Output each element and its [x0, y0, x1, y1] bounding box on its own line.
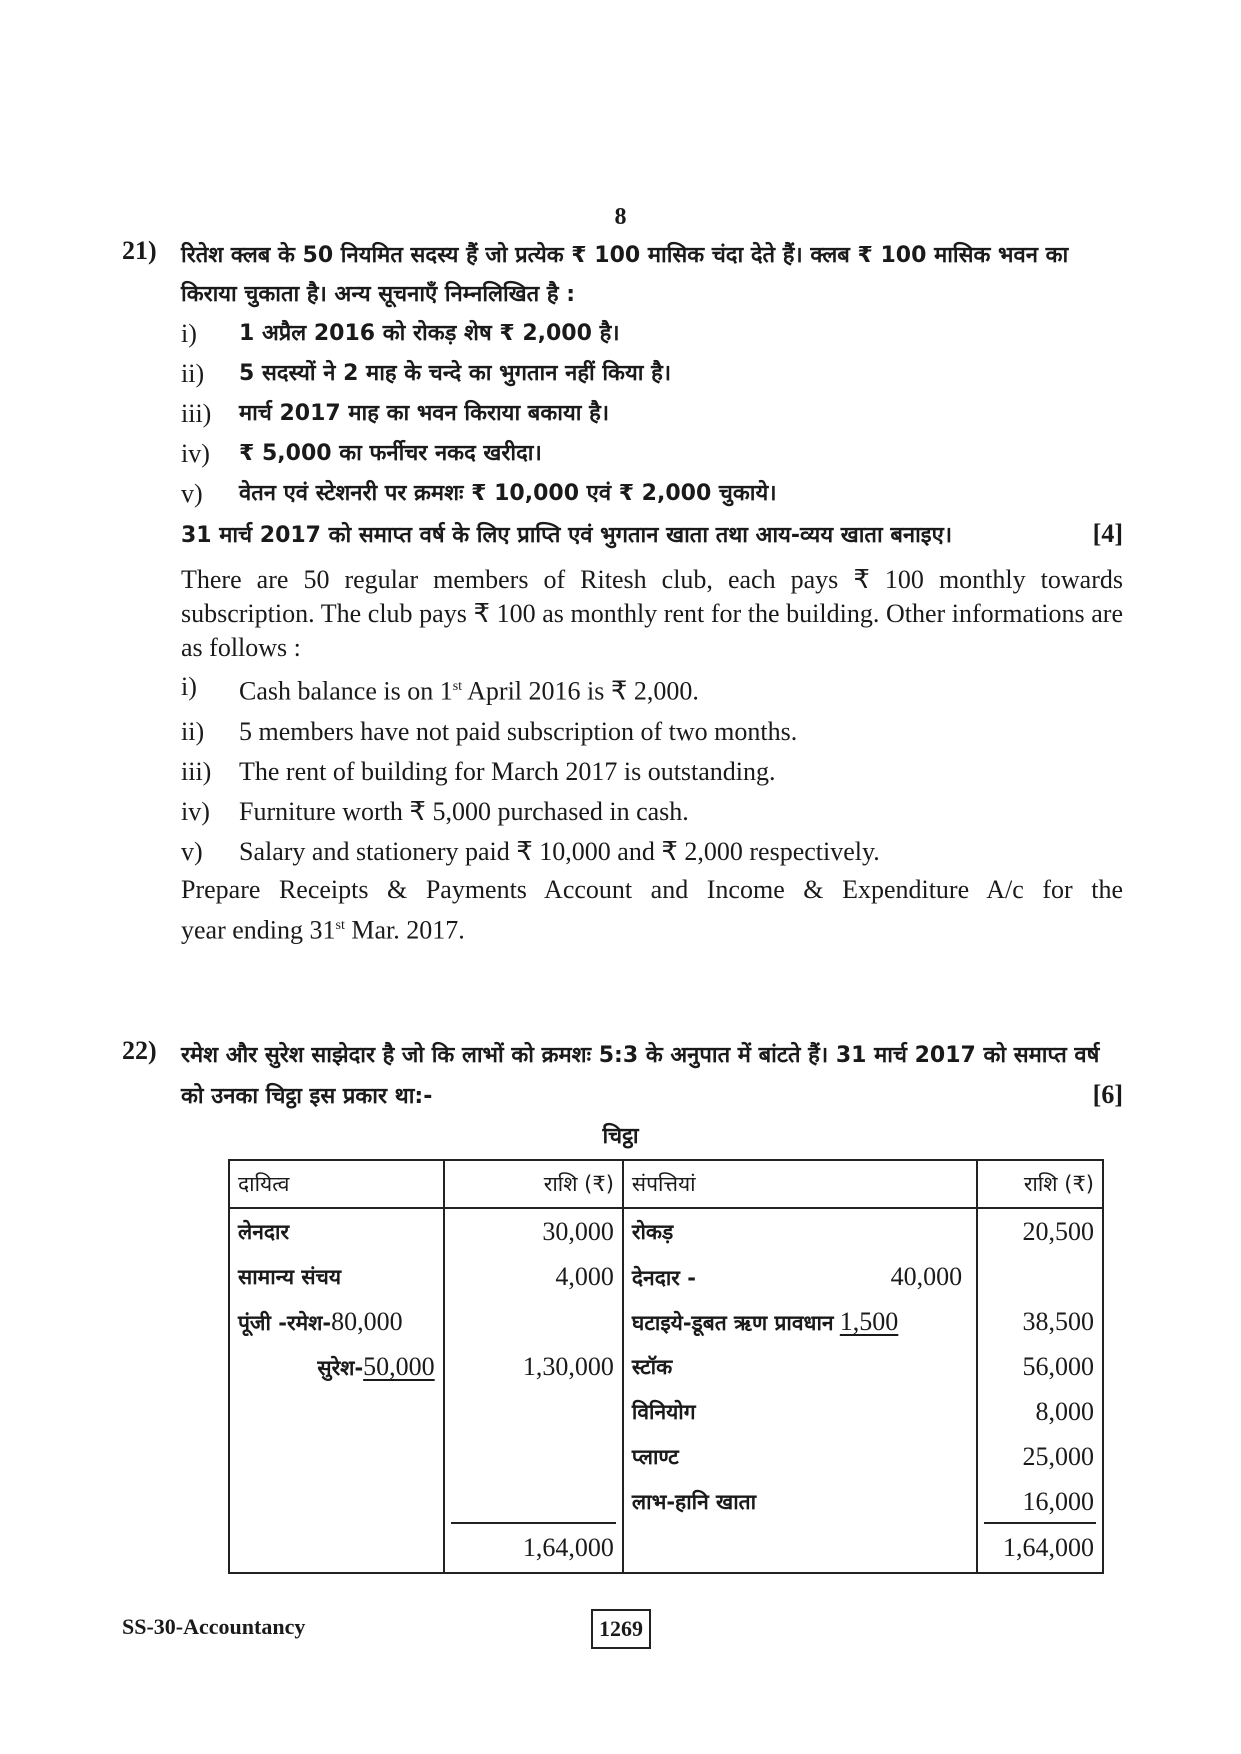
item-number: i)	[181, 319, 197, 348]
balance-sheet-title: चिट्ठा	[602, 1124, 639, 1149]
empty-cell	[229, 1479, 444, 1524]
list-item	[181, 474, 1123, 514]
item-number: i)	[181, 672, 197, 701]
item-text: Salary and stationery paid ₹ 10,000 and ₹ 2,000 respectively.	[239, 836, 880, 866]
liabilities-total	[444, 1524, 623, 1573]
general-reserve-label: सामान्य संचय	[229, 1254, 444, 1299]
liabilities-total-value: 1,64,000	[522, 1533, 614, 1562]
investment-amount: 8,000	[977, 1389, 1103, 1434]
empty-cell	[229, 1524, 444, 1573]
pl-account-amount: 16,000	[977, 1479, 1103, 1524]
provision-amount: 1,500	[839, 1306, 899, 1336]
list-item	[181, 712, 1123, 752]
cash-label: रोकड़	[623, 1208, 977, 1254]
item1-text-post: April 2016 is ₹ 2,000.	[462, 676, 699, 706]
list-item	[181, 314, 1123, 354]
list-item	[181, 667, 1123, 712]
table-row	[229, 1434, 1103, 1479]
investment-label: विनियोग	[623, 1389, 977, 1434]
question-21-english	[181, 563, 1123, 948]
header-amount-assets: राशि (₹)	[977, 1160, 1103, 1208]
empty-cell	[444, 1479, 623, 1524]
capital-ramesh-label: पूंजी -रमेश-	[238, 1310, 332, 1335]
empty-cell	[444, 1299, 623, 1344]
empty-cell	[444, 1434, 623, 1479]
item-text: Furniture worth ₹ 5,000 purchased in cash.	[239, 796, 689, 826]
page-number: 8	[614, 204, 627, 230]
plant-label: प्लाण्ट	[623, 1434, 977, 1479]
assets-total-value: 1,64,000	[1003, 1533, 1094, 1562]
item-text: 5 members have not paid subscription of two months.	[239, 716, 798, 746]
list-item	[181, 434, 1123, 474]
balance-sheet-table	[228, 1159, 1104, 1574]
stock-amount: 56,000	[977, 1344, 1103, 1389]
cash-amount: 20,500	[977, 1208, 1103, 1254]
prepare-line2-post: Mar. 2017.	[344, 915, 465, 945]
item-text: वेतन एवं स्टेशनरी पर क्रमशः ₹ 10,000 एवं ₹ 2,000 चुकाये।	[239, 481, 777, 506]
question-21-number: 21)	[122, 236, 157, 265]
list-item	[181, 354, 1123, 394]
item-number: v)	[181, 479, 203, 508]
item-text	[239, 667, 699, 712]
list-item	[181, 752, 1123, 792]
table-row	[229, 1479, 1103, 1524]
empty-cell	[444, 1389, 623, 1434]
item-text: 5 सदस्यों ने 2 माह के चन्दे का भुगतान नहीं किया है।	[239, 361, 672, 386]
question-21-hindi	[181, 236, 1123, 555]
q21-hindi-instruction-row	[181, 514, 1123, 555]
item-number: iv)	[181, 439, 210, 468]
creditors-amount: 30,000	[444, 1208, 623, 1254]
header-amount-liabilities: राशि (₹)	[444, 1160, 623, 1208]
table-row	[229, 1389, 1103, 1434]
item-text: ₹ 5,000 का फर्नीचर नकद खरीदा।	[239, 441, 542, 466]
q22-line2-row	[181, 1075, 1123, 1116]
q21-hindi-instruction: 31 मार्च 2017 को समाप्त वर्ष के लिए प्राप्ति एवं भुगतान खाता तथा आय-व्यय खाता बनाइए।	[181, 523, 953, 548]
question-22-number: 22)	[122, 1036, 157, 1065]
pl-account-label: लाभ-हानि खाता	[623, 1479, 977, 1524]
net-debtors-amount: 38,500	[977, 1299, 1103, 1344]
table-row	[229, 1208, 1103, 1254]
q22-marks: [6]	[1092, 1080, 1123, 1109]
capital-total-amount: 1,30,000	[444, 1344, 623, 1389]
q21-hindi-list	[181, 314, 1123, 514]
empty-cell	[977, 1254, 1103, 1299]
empty-cell	[229, 1434, 444, 1479]
table-total-row	[229, 1524, 1103, 1573]
footer-page-code: 1269	[591, 1609, 651, 1649]
item-number: iv)	[181, 796, 210, 826]
capital-ramesh-cell	[229, 1299, 444, 1344]
q21-marks: [4]	[1092, 519, 1123, 548]
header-liabilities: दायित्व	[229, 1160, 444, 1208]
capital-suresh-cell	[229, 1344, 444, 1389]
provision-label: घटाइये-डूबत ऋण प्रावधान	[631, 1310, 834, 1335]
footer-subject: SS-30-Accountancy	[122, 1614, 306, 1639]
general-reserve-amount: 4,000	[444, 1254, 623, 1299]
empty-cell	[623, 1524, 977, 1573]
item-number: iii)	[181, 399, 212, 428]
stock-label: स्टॉक	[623, 1344, 977, 1389]
list-item	[181, 832, 1123, 872]
plant-amount: 25,000	[977, 1434, 1103, 1479]
item1-text-pre: Cash balance is on 1	[239, 676, 453, 706]
q21-hindi-intro-line1: रितेश क्लब के 50 नियमित सदस्य हैं जो प्रत्येक ₹ 100 मासिक चंदा देते हैं। क्लब ₹ 100 मासिक भवन का	[181, 243, 1069, 268]
prepare-line2-sup: st	[335, 917, 345, 933]
item-number: ii)	[181, 716, 205, 746]
question-22	[181, 1036, 1123, 1116]
total-rule	[984, 1522, 1096, 1524]
item-text: मार्च 2017 माह का भवन किराया बकाया है।	[239, 401, 610, 426]
assets-total	[977, 1524, 1103, 1573]
capital-ramesh-amount: 80,000	[331, 1306, 403, 1336]
item-text: 1 अप्रैल 2016 को रोकड़ शेष ₹ 2,000 है।	[239, 321, 620, 346]
item-number: v)	[181, 836, 203, 866]
creditors-label: लेनदार	[229, 1208, 444, 1254]
q21-english-intro: There are 50 regular members of Ritesh club, each pays ₹ 100 monthly towards subscription. The club pays ₹ 100 as monthly rent for the building. Other informations are as follows :	[181, 565, 1123, 662]
q22-line2: को उनका चिट्ठा इस प्रकार था:-	[181, 1084, 433, 1109]
q22-line1: रमेश और सुरेश साझेदार है जो कि लाभों को क्रमशः 5:3 के अनुपात में बांटते हैं। 31 मार्च 2017 को समाप्त वर्ष	[181, 1043, 1100, 1068]
item1-sup: st	[452, 679, 463, 694]
q21-hindi-intro-line2: किराया चुकाता है। अन्य सूचनाएँ निम्नलिखित है :	[181, 282, 576, 307]
debtors-label: देनदार -	[631, 1265, 696, 1290]
q21-english-prepare-line2	[181, 908, 1123, 949]
capital-suresh-label: सुरेश-	[317, 1355, 364, 1380]
table-header-row	[229, 1160, 1103, 1208]
table-row	[229, 1299, 1103, 1344]
item-number: iii)	[181, 756, 212, 786]
table-row	[229, 1254, 1103, 1299]
item-number: ii)	[181, 359, 205, 388]
header-assets: संपत्तियां	[623, 1160, 977, 1208]
empty-cell	[229, 1389, 444, 1434]
list-item	[181, 394, 1123, 434]
item-text: The rent of building for March 2017 is outstanding.	[239, 756, 776, 786]
total-rule	[451, 1522, 616, 1524]
prepare-line2-pre: year ending 31	[181, 915, 336, 945]
table-row	[229, 1344, 1103, 1389]
capital-suresh-amount: 50,000	[363, 1351, 435, 1381]
q21-english-prepare-line1: Prepare Receipts & Payments Account and Income & Expenditure A/c for the	[181, 874, 1123, 904]
q21-english-list	[181, 667, 1123, 872]
provision-cell	[623, 1299, 977, 1344]
list-item	[181, 792, 1123, 832]
debtors-amount: 40,000	[890, 1261, 963, 1291]
debtors-cell	[623, 1254, 977, 1299]
